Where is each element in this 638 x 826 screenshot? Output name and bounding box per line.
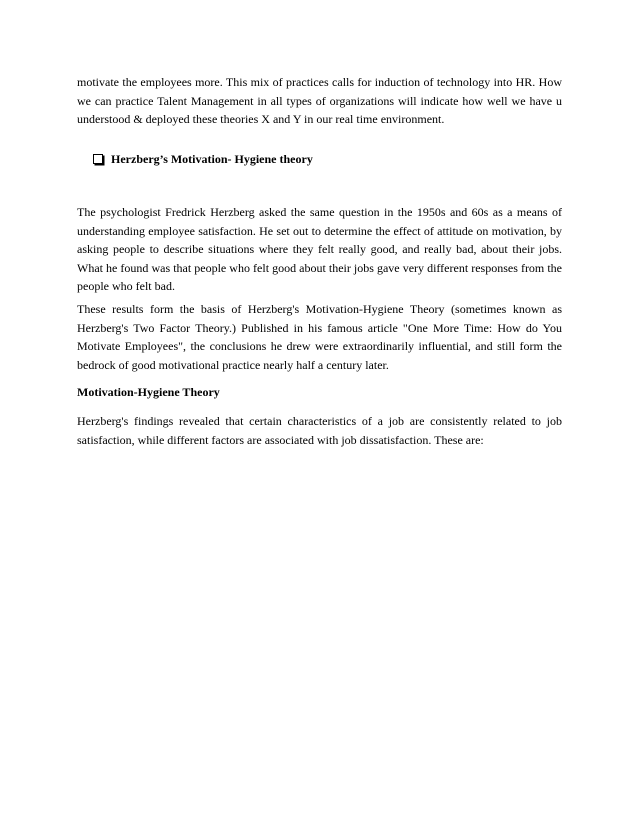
paragraph-herzberg-study: The psychologist Fredrick Herzberg asked the same question in the 1950s and 60s as a means of understanding employee satisfaction. He set out to determine the effect of attitude on motivation, by asking people to describe situations where they felt really good, and really bad, about their jobs. What he found was that people who felt good about their jobs gave very different responses from the people who felt bad. (77, 205, 562, 293)
paragraph-findings: Herzberg's findings revealed that certain characteristics of a job are consistently related to job satisfaction, while different factors are associated with job dissatisfaction. These are: (77, 414, 562, 447)
bullet-heading (93, 150, 313, 168)
section-heading: Motivation-Hygiene Theory (77, 385, 220, 399)
intro-paragraph: motivate the employees more. This mix of practices calls for induction of technology into HR. How we can practice Talent Management in all types of organizations will indicate how well we have u understood & deployed these theories X and Y in our real time environment. (77, 75, 562, 126)
bullet-heading-text: Herzberg’s Motivation- Hygiene theory (111, 152, 313, 166)
checkbox-bullet-icon (93, 154, 103, 164)
paragraph-theory-basis: These results form the basis of Herzberg's Motivation-Hygiene Theory (sometimes known as Herzberg's Two Factor Theory.) Published in his famous article "One More Time: How do You Motivate Employees", the conclusions he drew were extraordinarily influential, and still form the bedrock of good motivational practice nearly half a century later. (77, 302, 562, 372)
